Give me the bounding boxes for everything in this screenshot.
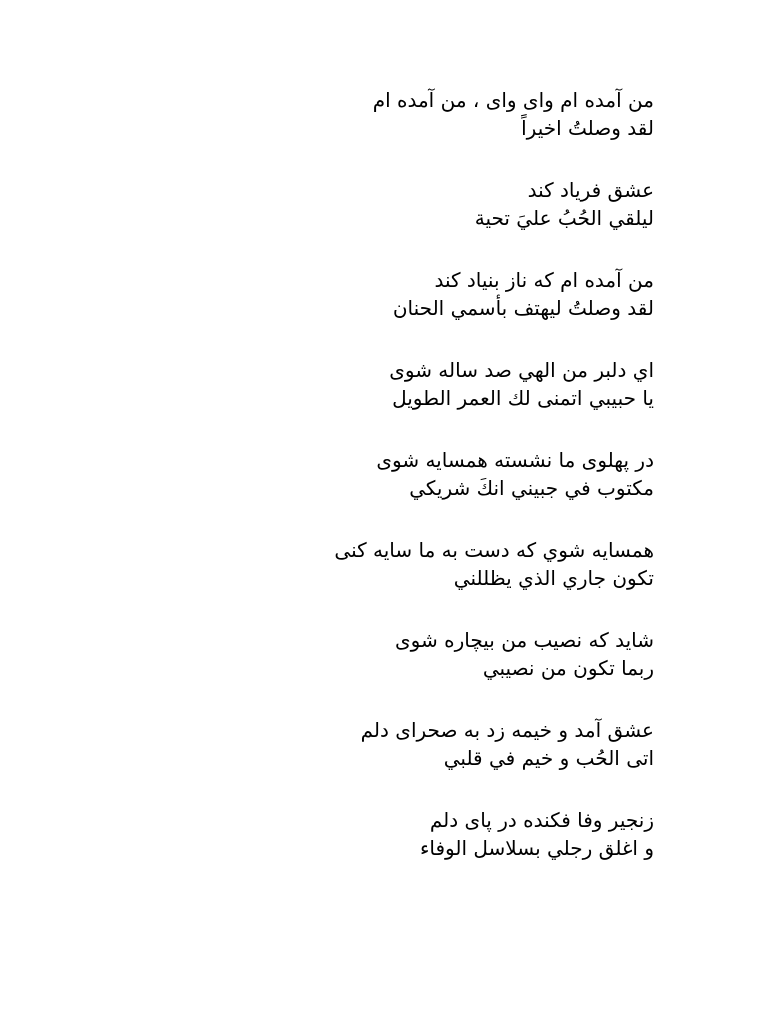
stanza-3 xyxy=(194,266,654,322)
persian-line: من آمده ام وای وای ، من آمده ام xyxy=(372,88,654,112)
arabic-line: لقد وصلتُ اخيراً xyxy=(521,116,654,140)
poem-text xyxy=(194,86,654,896)
arabic-line: لقد وصلتُ ليهتف بأسمي الحنان xyxy=(392,296,654,320)
arabic-line: يا حبيبي اتمنى لك العمر الطويل xyxy=(392,386,654,410)
stanza-5 xyxy=(194,446,654,502)
persian-line: من آمده ام که ناز بنیاد کند xyxy=(434,268,654,292)
arabic-line: و اغلق رجلي بسلاسل الوفاء xyxy=(419,836,654,860)
stanza-1 xyxy=(194,86,654,142)
arabic-line: ربما تكون من نصيبي xyxy=(482,656,654,680)
arabic-line: مكتوب في جبيني انكَ شريكي xyxy=(409,476,654,500)
persian-line: عشق آمد و خیمه زد به صحرای دلم xyxy=(360,718,654,742)
stanza-2 xyxy=(194,176,654,232)
persian-line: اي دلبر من الهي صد ساله شوی xyxy=(389,358,654,382)
stanza-7 xyxy=(194,626,654,682)
persian-line: همسایه شوي که دست به ما سایه کنی xyxy=(334,538,654,562)
arabic-line: تكون جاري الذي يظللني xyxy=(453,566,654,590)
stanza-4 xyxy=(194,356,654,412)
stanza-8 xyxy=(194,716,654,772)
stanza-6 xyxy=(194,536,654,592)
persian-line: در پهلوی ما نشسته همسایه شوی xyxy=(376,448,654,472)
persian-line: شاید که نصیب من بیچاره شوی xyxy=(395,628,654,652)
arabic-line: اتى الحُب و خيم في قلبي xyxy=(443,746,654,770)
arabic-line: ليلقي الحُبُ عليَ تحية xyxy=(474,206,654,230)
persian-line: زنجیر وفا فکنده در پای دلم xyxy=(429,808,654,832)
persian-line: عشق فریاد کند xyxy=(527,178,654,202)
stanza-9 xyxy=(194,806,654,862)
